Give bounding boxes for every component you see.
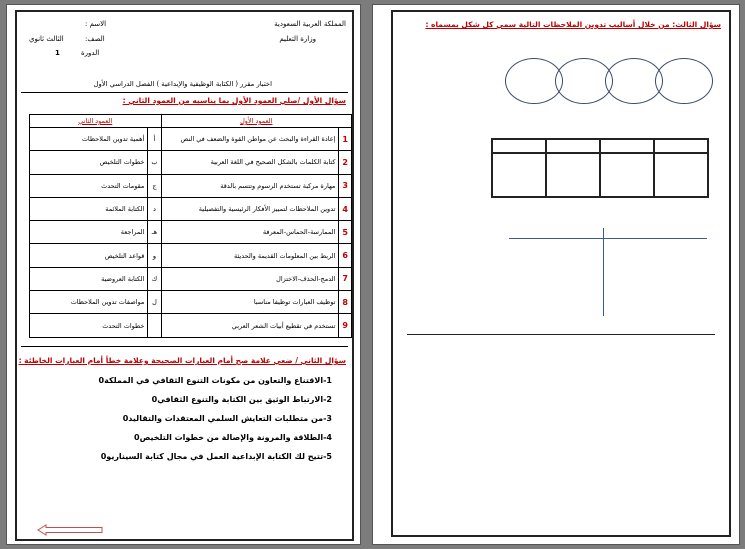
col2-cell: الكتابة العروضية (30, 267, 148, 290)
table-row (30, 197, 352, 220)
table-row (30, 174, 352, 197)
answer-letter: ج (148, 174, 161, 197)
col1-cell: الدمج-الحذف-الاختزال (161, 267, 339, 290)
q3-title: سؤال الثالث: من خلال أساليب تدوين الملاحظات التالية سمي كل شكل بمسماه : (425, 20, 721, 29)
statement-2: 2-الارتباط الوثيق بين الكتابة والتنوع الثقافي0 (151, 395, 332, 404)
matching-table (29, 114, 352, 338)
col1-cell: الممارسة-الحماس-المعرفة (161, 221, 339, 244)
col2-cell: قواعد التلخيص (30, 244, 148, 267)
col2-cell: أهمية تدوين الملاحظات (30, 128, 148, 151)
round-label: الدورة (81, 49, 100, 57)
left-page (6, 4, 361, 545)
answer-letter: هـ (148, 221, 161, 244)
col1-cell: إعادة القراءة والبحث عن مواطن القوة والضعف في النص (161, 128, 339, 151)
circle-shape (655, 58, 713, 104)
row-number: 3 (339, 174, 352, 197)
q2-title: سؤال الثاني / ضعي علامة صح أمام العبارات الصحيحة وعلامة خطأ أمام العبارات الخاطئة : (18, 356, 346, 365)
table-row (30, 221, 352, 244)
col2-cell: مقومات التحدث (30, 174, 148, 197)
table-row (30, 244, 352, 267)
col2-cell: خطوات التحدث (30, 314, 148, 337)
row-number: 8 (339, 291, 352, 314)
ministry-label: وزارة التعليم (279, 35, 316, 43)
col2-cell: المراجعة (30, 221, 148, 244)
row-number: 7 (339, 267, 352, 290)
section-divider (21, 346, 348, 347)
class-label: الصف: (85, 35, 105, 43)
statement-4: 4-الطلاقة والمرونة والإصالة من خطوات التلخيص0 (134, 433, 332, 442)
exam-title: اختبار مقرر ( الكتابة الوظيفية والإبداعية ) الفصل الدراسي الأول (93, 80, 272, 88)
bottom-divider (407, 334, 715, 335)
row-number: 6 (339, 244, 352, 267)
col1-header: العمود الأول (161, 115, 352, 128)
answer-letter: و (148, 244, 161, 267)
row-number: 5 (339, 221, 352, 244)
vertical-line (603, 228, 604, 316)
statement-5: 5-تتيح لك الكتابة الإبداعية العمل في مجال كتابة السيناريو0 (100, 452, 332, 461)
answer-letter: د (148, 197, 161, 220)
grid-shape (491, 138, 709, 198)
answer-letter: ب (148, 151, 161, 174)
kingdom-label: المملكة العربية السعودية (274, 20, 346, 28)
statement-3: 3-من متطلبات التعايش السلمي المعتقدات والتقاليد0 (122, 414, 332, 423)
q1-title: سؤال الأول /صلي العمود الأول بما يناسبه من العمود الثاني : (122, 96, 346, 105)
row-number: 1 (339, 128, 352, 151)
col2-cell: الكتابة الملائمة (30, 197, 148, 220)
col1-cell: توظيف العبارات توظيفا مناسبا (161, 291, 339, 314)
col1-cell: الربط بين المعلومات القديمة والحديثة (161, 244, 339, 267)
left-page-frame (15, 10, 354, 541)
answer-letter: أ (148, 128, 161, 151)
row-number: 2 (339, 151, 352, 174)
answer-letter (148, 314, 161, 337)
col2-header: العمود الثاني (30, 115, 162, 128)
col1-cell: تستخدم في تقطيع أبيات الشعر العربي (161, 314, 339, 337)
col1-cell: مهارة مركبة تستخدم الرسوم وتتسم بالدقة (161, 174, 339, 197)
round-value: 1 (55, 49, 60, 57)
table-row (30, 151, 352, 174)
table-row (30, 291, 352, 314)
right-page-frame (391, 10, 731, 537)
horizontal-line (509, 238, 707, 239)
table-row (30, 128, 352, 151)
answer-letter: ل (148, 291, 161, 314)
col1-cell: كتابة الكلمات بالشكل الصحيح في اللغة العربية (161, 151, 339, 174)
row-number: 4 (339, 197, 352, 220)
header-divider (21, 92, 348, 93)
col1-cell: تدوين الملاحظات لتمييز الأفكار الرئيسية والتفصيلية (161, 197, 339, 220)
col2-cell: خطوات التلخيص (30, 151, 148, 174)
arrow-left-icon (37, 524, 103, 536)
name-label: الاسم : (85, 20, 107, 28)
row-number: 9 (339, 314, 352, 337)
answer-letter: ك (148, 267, 161, 290)
statement-1: 1-الاقتناع والتعاون من مكونات التنوع الثقافي في المملكة0 (98, 376, 332, 385)
table-row (30, 314, 352, 337)
col2-cell: مواصفات تدوين الملاحظات (30, 291, 148, 314)
right-page (372, 4, 740, 545)
table-row (30, 267, 352, 290)
class-value: الثالث ثانوي (29, 35, 64, 43)
